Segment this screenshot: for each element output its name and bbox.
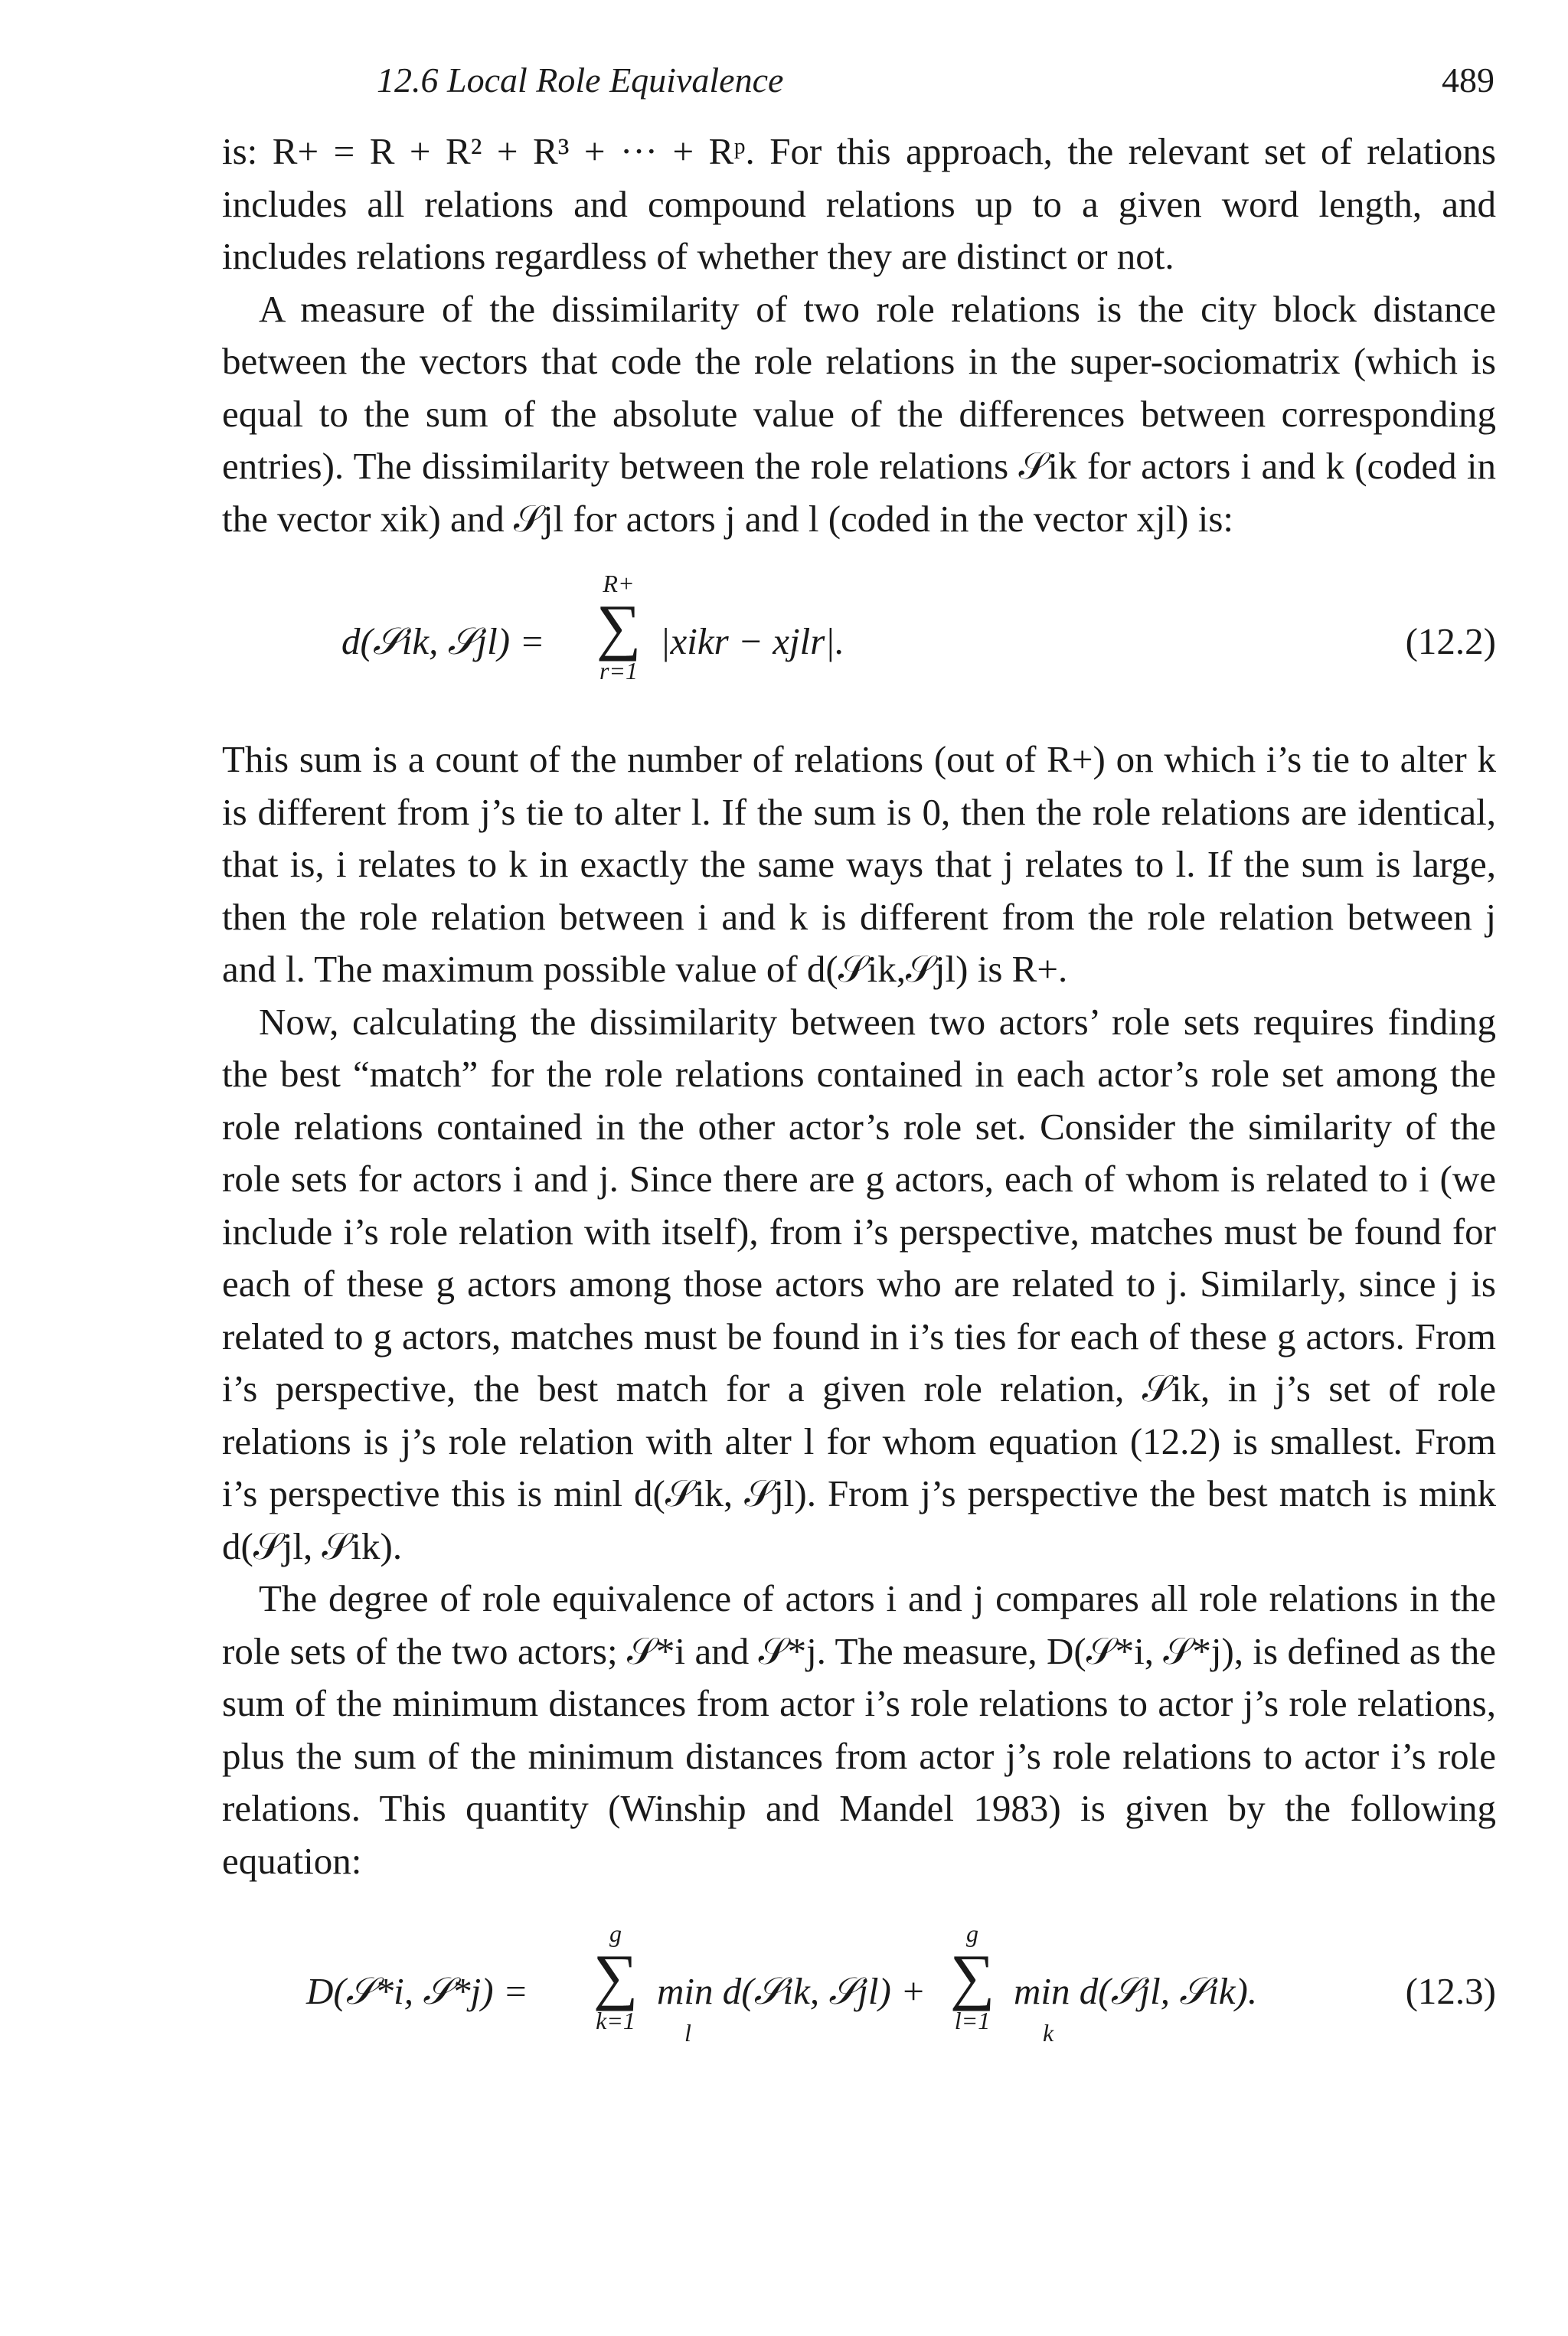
equation-12-2 [222,553,1496,733]
equation-12-2-number: (12.2) [1405,620,1496,662]
equation-12-3-sum1-upper: g [609,1919,622,1947]
body-text [222,126,1496,2083]
paragraph-continuation: is: R+ = R + R² + R³ + ··· + Rᵖ. For this approach, the relevant set of relations includes all relations and compound relations up to a given word length, and includes relations regardless of whether they are distinct or not. [222,130,1496,277]
equation-12-3-math [222,1892,1496,2083]
equation-12-2-sum-upper: R+ [603,570,635,597]
equation-12-3-sum2-lower: l=1 [954,2007,991,2034]
summation-sign: ∑ [593,1942,639,2011]
running-head: 12.6 Local Role Equivalence [377,60,784,100]
equation-12-2-summand: |xikr − xjlr|. [660,620,844,662]
page-number: 489 [1442,60,1494,100]
equation-12-3-lhs: D(𝒮*i, 𝒮*j) = [306,1970,528,2012]
equation-12-3-summation-k [583,1919,648,2034]
equation-12-3-sum2-upper: g [966,1919,978,1947]
equation-12-3-term1: min d(𝒮ik, 𝒮jl) + [657,1970,926,2012]
summation-sign: ∑ [949,1942,995,2011]
equation-12-2-math [222,553,1496,733]
equation-12-3-number: (12.3) [1405,1970,1496,2012]
equation-12-2-summation [586,570,651,684]
equation-12-3-term2: min d(𝒮jl, 𝒮ik). [1014,1970,1258,2012]
page-header [377,60,1494,113]
paragraph-sum-interpretation: This sum is a count of the number of relations (out of R+) on which i’s tie to alter k is different from j’s tie to alter l. If the sum is 0, then the role relations are identical, that is, i relates to k in exactly the same ways that j relates to l. If the sum is large, then the role relation between i and k is different from the role relation between j and l. The maximum possible value of d(𝒮ik,𝒮jl) is R+. [222,738,1496,990]
summation-sign: ∑ [596,592,642,662]
equation-12-3 [222,1892,1496,2083]
equation-12-3-sum1-lower: k=1 [596,2007,635,2034]
equation-12-2-sum-lower: r=1 [599,657,639,684]
equation-12-3-min1-subscript: l [684,2019,691,2047]
paragraph-role-equivalence-degree: The degree of role equivalence of actors i and j compares all role relations in the role sets of the two actors; 𝒮*i and 𝒮*j. The measure, D(𝒮*i, 𝒮*j), is defined as the sum of the minimum distances from actor i’s role relations to actor j’s role relations, plus the sum of the minimum distances from actor j’s role relations to actor i’s role relations. This quantity (Winship and Mandel 1983) is given by the following equation: [222,1577,1496,1882]
equation-12-3-summation-l [940,1919,1004,2034]
paragraph-dissimilarity-measure: A measure of the dissimilarity of two role relations is the city block distance between the vectors that code the role relations in the super-sociomatrix (which is equal to the sum of the absolute value of the differences between corresponding entries). The dissimilarity between the role relations 𝒮ik for actors i and k (coded in the vector xik) and 𝒮jl for actors j and l (coded in the vector xjl) is: [222,287,1496,540]
paragraph-role-set-matching: Now, calculating the dissimilarity between two actors’ role sets requires finding the best “match” for the role relations contained in each actor’s role set among the role relations contained in the other actor’s role set. Consider the similarity of the role sets for actors i and j. Since there are g actors, each of whom is related to i (we include i’s role relation with itself), from i’s perspective, matches must be found for each of these g actors among those actors who are related to j. Similarly, since j is related to g actors, matches must be found in i’s ties for each of these g actors. From i’s perspective, the best match for a given role relation, 𝒮ik, in j’s set of role relations is j’s role relation with alter l for whom equation (12.2) is smallest. From i’s perspective this is minl d(𝒮ik, 𝒮jl). From j’s perspective the best match is mink d(𝒮jl, 𝒮ik). [222,1000,1496,1567]
equation-12-3-min2-subscript: k [1043,2019,1054,2047]
equation-12-2-lhs: d(𝒮ik, 𝒮jl) = [341,620,545,662]
